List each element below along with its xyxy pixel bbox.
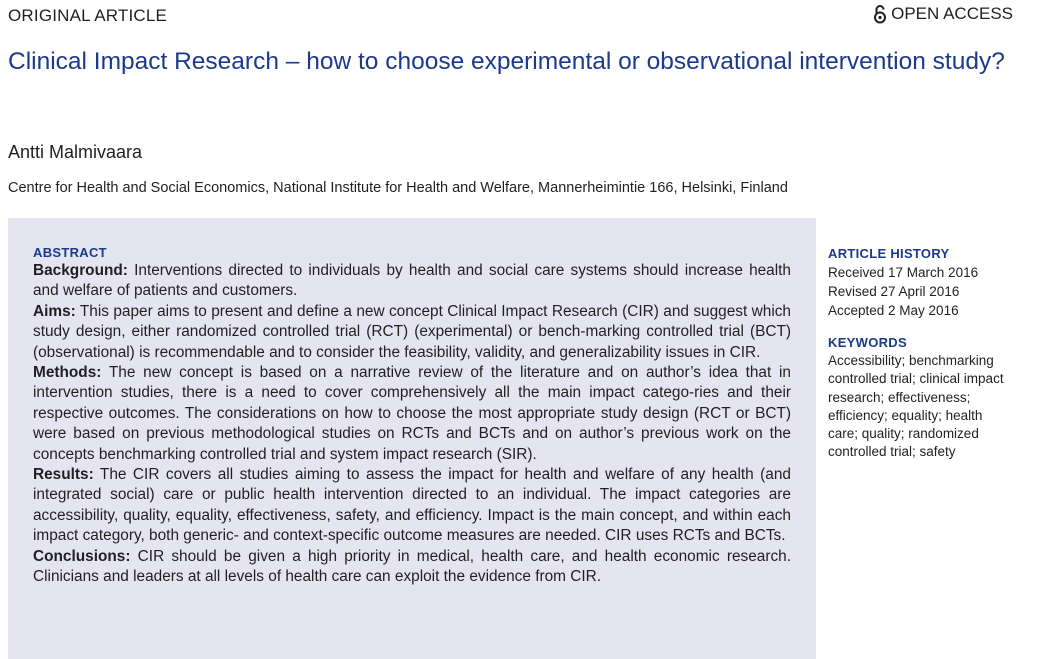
- keywords-heading: KEYWORDS: [828, 335, 907, 350]
- article-type-label: ORIGINAL ARTICLE: [8, 6, 168, 25]
- section-text: This paper aims to present and define a new concept Clinical Impact Research (CIR) and suggest which study design, either randomized controlled trial (RCT) (experimental) or bench-marking controlled trial (BCT) (observational) is recommendable and to consider the feasibility, validity, and generalizability issues in CIR.: [33, 302, 791, 361]
- keywords-block: [828, 334, 1028, 462]
- abstract-conclusions: [33, 547, 791, 588]
- history-accepted: Accepted 2 May 2016: [828, 303, 959, 318]
- article-sidebar: [828, 245, 1028, 462]
- abstract-heading: ABSTRACT: [33, 245, 107, 260]
- keywords-list: Accessibility; benchmarking controlled trial; clinical impact research; effectiveness; efficiency; equality; health care; quality; randomized controlled trial; safety: [828, 353, 1004, 460]
- open-access-label: OPEN ACCESS: [891, 4, 1013, 23]
- history-revised: Revised 27 April 2016: [828, 284, 960, 299]
- abstract-results: [33, 465, 791, 547]
- section-text: Interventions directed to individuals by health and social care systems should increase health and welfare of patients and customers.: [33, 262, 791, 300]
- article-history-heading: ARTICLE HISTORY: [828, 246, 950, 261]
- section-text: The new concept is based on a narrative review of the literature and on author’s idea that in intervention studies, there is a need to cover comprehensively all the main impact catego-ries and their respective outcomes. The considerations on how to choose the most appropriate study design (RCT or BCT) were based on previous methodological studies on RCTs and BCTs and on author’s previous work on the concepts benchmarking controlled trial and system impact research (SIR).: [33, 364, 791, 463]
- abstract-aims: [33, 302, 791, 363]
- abstract-background: [33, 261, 791, 302]
- author-name: Antti Malmivaara: [8, 142, 143, 162]
- section-text: CIR should be given a high priority in medical, health care, and health economic research. Clinicians and leaders at all levels of health care can exploit the evidence from CIR.: [33, 547, 791, 586]
- open-access-badge: [873, 4, 1013, 24]
- section-text: The CIR covers all studies aiming to assess the impact for health and welfare of any health (and integrated social) care or public health intervention directed to an individual. The impact categories are accessibility, quality, equality, effectiveness, safety, and efficiency. Impact is the main concept, and within each impact category, both generic- and context-specific outcome measures are needed. CIR uses RCTs and BCTs.: [33, 466, 791, 545]
- abstract-methods: [33, 363, 791, 465]
- section-label: Conclusions:: [33, 547, 131, 565]
- section-label: Results:: [33, 466, 94, 484]
- open-lock-icon: [873, 4, 887, 24]
- article-title: Clinical Impact Research – how to choose experimental or observational intervention study?: [8, 48, 1005, 75]
- abstract-content: [33, 245, 791, 588]
- section-label: Methods:: [33, 364, 102, 382]
- section-label: Background:: [33, 262, 128, 279]
- author-affiliation: Centre for Health and Social Economics, National Institute for Health and Welfare, Mannerheimintie 166, Helsinki, Finland: [8, 180, 788, 196]
- abstract-box: [8, 218, 816, 659]
- history-received: Received 17 March 2016: [828, 265, 979, 280]
- section-label: Aims:: [33, 302, 76, 320]
